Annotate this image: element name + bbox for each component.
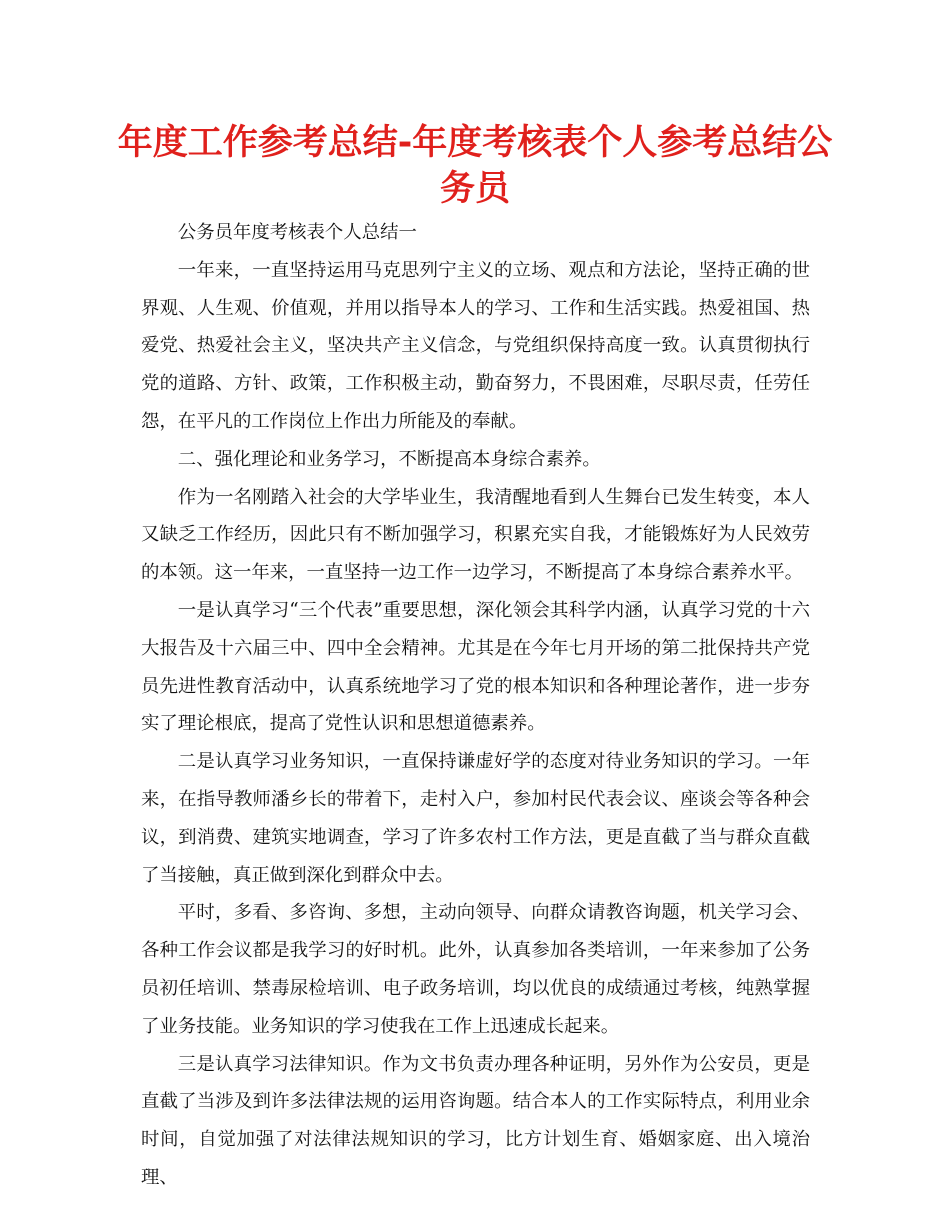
paragraph: 二、强化理论和业务学习，不断提高本身综合素养。 (177, 448, 601, 470)
paragraph: 一是认真学习“三个代表”重要思想，深化领会其科学内涵，认真学习党的十六大报告及十六届三中、四中全会精神。尤其是在今年七月开场的第二批保持共产党员先进性教育活动中，认真系统地学习了党的根本知识和各种理论著作，进一步夯实了理论根底，提高了党性认识和思想道德素养。 (141, 599, 810, 735)
paragraph: 一年来，一直坚持运用马克思列宁主义的立场、观点和方法论，坚持正确的世界观、人生观、价值观，并用以指导本人的学习、工作和生活实践。热爱祖国、热爱党、热爱社会主义，坚决共产主义信念，与党组织保持高度一致。认真贯彻执行党的道路、方针、政策，工作积极主动，勤奋努力，不畏困难，尽职尽责，任劳任怨，在平凡的工作岗位上作出力所能及的奉献。 (141, 259, 810, 432)
paragraph: 二是认真学习业务知识，一直保持谦虚好学的态度对待业务知识的学习。一年来，在指导教师潘乡长的带着下，走村入户，参加村民代表会议、座谈会等各种会议，到消费、建筑实地调查，学习了许多农村工作方法，更是直截了当与群众直截了当接触，真正做到深化到群众中去。 (141, 751, 810, 886)
paragraph: 三是认真学习法律知识。作为文书负责办理各种证明，另外作为公安员，更是直截了当涉及到许多法律法规的运用咨询题。结合本人的工作实际特点，利用业余时间，自觉加强了对法律法规知识的学习，比方计划生育、婚姻家庭、出入境治理、 (141, 1053, 810, 1188)
paragraph: 作为一名刚踏入社会的大学毕业生，我清醒地看到人生舞台已发生转变，本人又缺乏工作经历，因此只有不断加强学习，积累充实自我，才能锻炼好为人民效劳的本领。这一年来，一直坚持一边工作一边学习，不断提高了本身综合素养水平。 (141, 486, 810, 584)
paragraph: 平时，多看、多咨询、多想，主动向领导、向群众请教咨询题，机关学习会、各种工作会议都是我学习的好时机。此外，认真参加各类培训，一年来参加了公务员初任培训、禁毒尿检培训、电子政务培训，均以优良的成绩通过考核，纯熟掌握了业务技能。业务知识的学习使我在工作上迅速成长起来。 (141, 902, 810, 1037)
paragraph: 公务员年度考核表个人总结一 (177, 222, 417, 243)
document-title: 年度工作参考总结-年度考核表个人参考总结公务员 (117, 123, 833, 209)
document-body (141, 214, 810, 1197)
